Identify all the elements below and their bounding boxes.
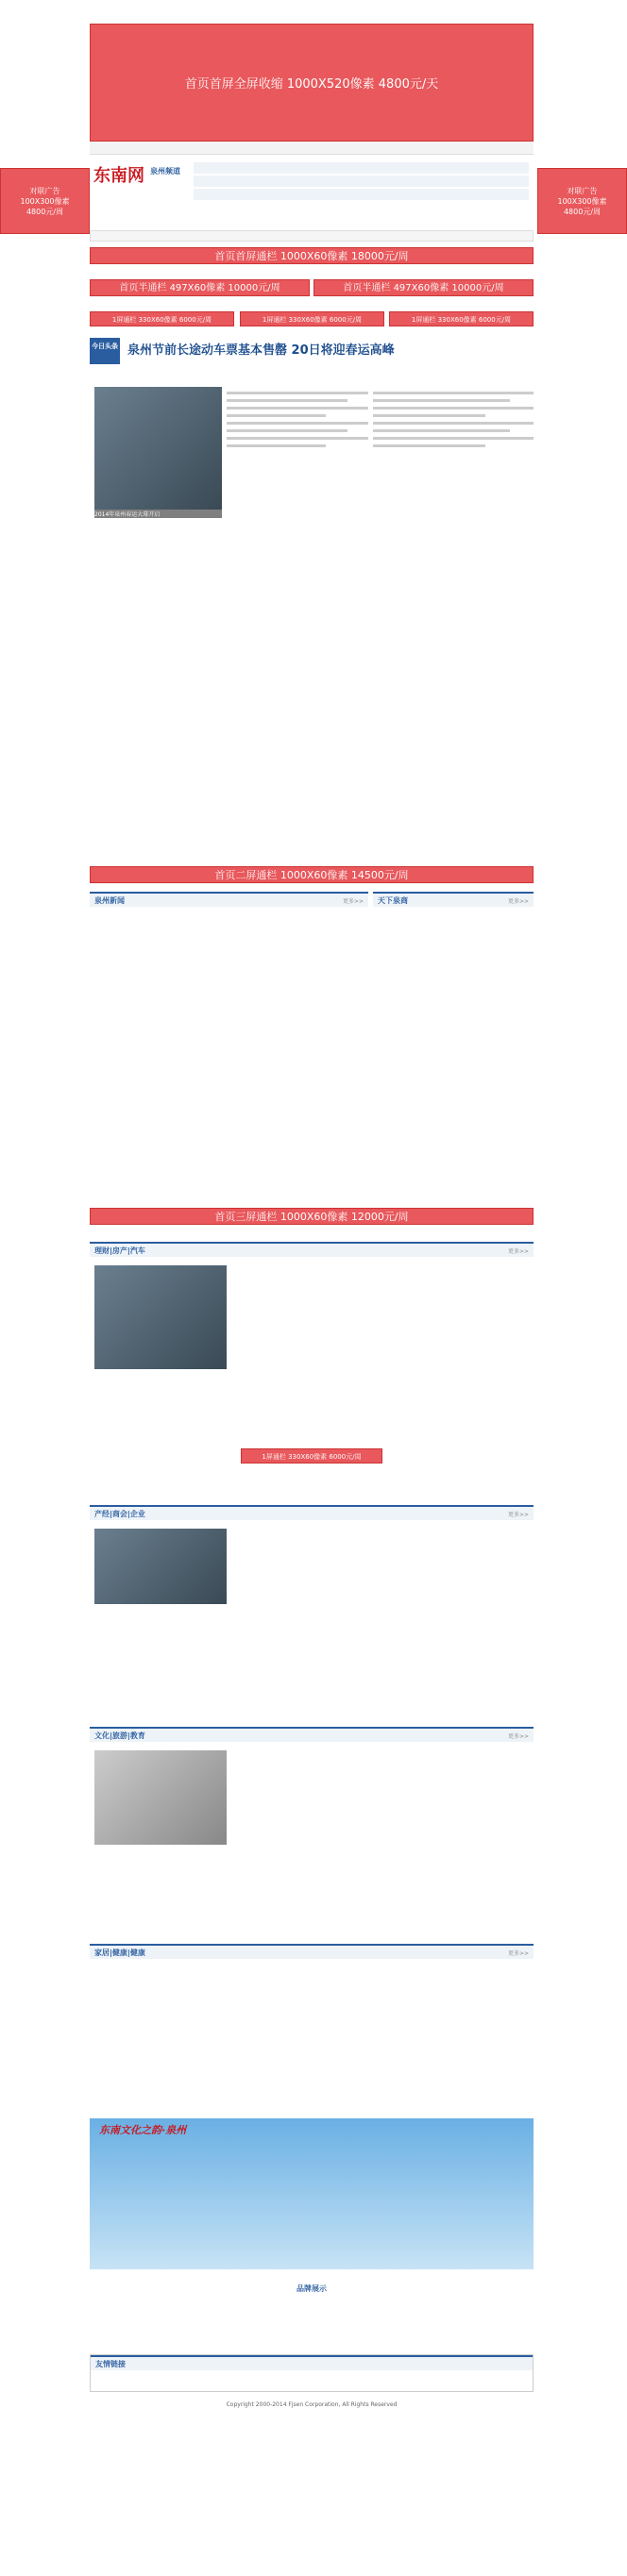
small-banner-2[interactable]: 1屏通栏 330X60像素 6000元/周 <box>240 311 384 326</box>
site-logo[interactable]: 东南网 <box>93 166 144 186</box>
channel-name: 泉州频道 <box>150 167 180 176</box>
brand-title: 品牌展示 <box>297 2284 327 2293</box>
section-tianxia <box>373 892 534 1175</box>
finance-photo[interactable] <box>94 1265 227 1369</box>
section-home <box>90 1944 534 2114</box>
half-banner-left[interactable]: 首页半通栏 497X60像素 10000元/周 <box>90 279 310 296</box>
culture-photo[interactable] <box>94 1750 227 1845</box>
links-title: 友情链接 <box>95 2359 126 2368</box>
headline-photo[interactable] <box>94 387 222 510</box>
small-banner-3[interactable]: 1屏通栏 330X60像素 6000元/周 <box>389 311 534 326</box>
news-col-center <box>227 387 368 727</box>
top-nav <box>90 142 534 155</box>
copyright: Copyright 2000-2014 Fjsen Corporation, All Rights Reserved <box>226 2401 398 2408</box>
search-row <box>90 230 534 242</box>
more-link[interactable]: 更多>> <box>507 1949 529 1957</box>
section-title: 文化|旅游|教育 <box>94 1731 145 1740</box>
section-title: 天下泉商 <box>378 895 408 905</box>
section-title: 家居|健康|健康 <box>94 1948 145 1957</box>
headline-title[interactable]: 泉州节前长途动车票基本售罄 20日将迎春运高峰 <box>127 343 395 358</box>
section-title: 产经|商会|企业 <box>94 1509 145 1518</box>
industry-photo[interactable] <box>94 1529 227 1604</box>
half-banner-right[interactable]: 首页半通栏 497X60像素 10000元/周 <box>314 279 534 296</box>
left-couplet-ad[interactable]: 对联广告 100X300像素 4800元/周 <box>0 168 90 234</box>
headline-tag: 今日头条 <box>90 338 120 364</box>
banner-ad-3[interactable]: 首页三屏通栏 1000X60像素 12000元/周 <box>90 1208 534 1225</box>
brand-showcase <box>90 2283 534 2350</box>
header <box>90 160 534 202</box>
footer <box>90 2401 534 2458</box>
more-link[interactable]: 更多>> <box>507 1247 529 1255</box>
section-title: 理财|房产|汽车 <box>94 1246 145 1255</box>
photo-caption: 2014年泉州春运大幕开启 <box>94 510 222 518</box>
more-link[interactable]: 更多>> <box>507 1511 529 1518</box>
house-ad[interactable]: 1屏通栏 330X60像素 6000元/周 <box>241 1448 382 1464</box>
banner-ad-1[interactable]: 首页首屏通栏 1000X60像素 18000元/周 <box>90 247 534 264</box>
section-culture <box>90 1727 534 1934</box>
friend-links <box>90 2354 534 2392</box>
culture-banner[interactable] <box>90 2118 534 2269</box>
section-industry <box>90 1505 534 1713</box>
top-full-ad[interactable]: 首页首屏全屏收缩 1000X520像素 4800元/天 <box>90 24 534 142</box>
right-couplet-ad[interactable]: 对联广告 100X300像素 4800元/周 <box>537 168 627 234</box>
culture-banner-title: 东南文化之韵·泉州 <box>99 2124 187 2136</box>
small-banner-1[interactable]: 1屏通栏 330X60像素 6000元/周 <box>90 311 234 326</box>
banner-ad-2[interactable]: 首页二屏通栏 1000X60像素 14500元/周 <box>90 866 534 883</box>
more-link[interactable]: 更多>> <box>342 897 364 905</box>
headline-bar <box>90 338 534 366</box>
more-link[interactable]: 更多>> <box>507 897 529 905</box>
more-link[interactable]: 更多>> <box>507 1732 529 1740</box>
news-col-right <box>373 387 534 727</box>
header-nav-grid <box>194 162 529 200</box>
section-quanzhou-news <box>90 892 368 1175</box>
section-title: 泉州新闻 <box>94 895 125 905</box>
